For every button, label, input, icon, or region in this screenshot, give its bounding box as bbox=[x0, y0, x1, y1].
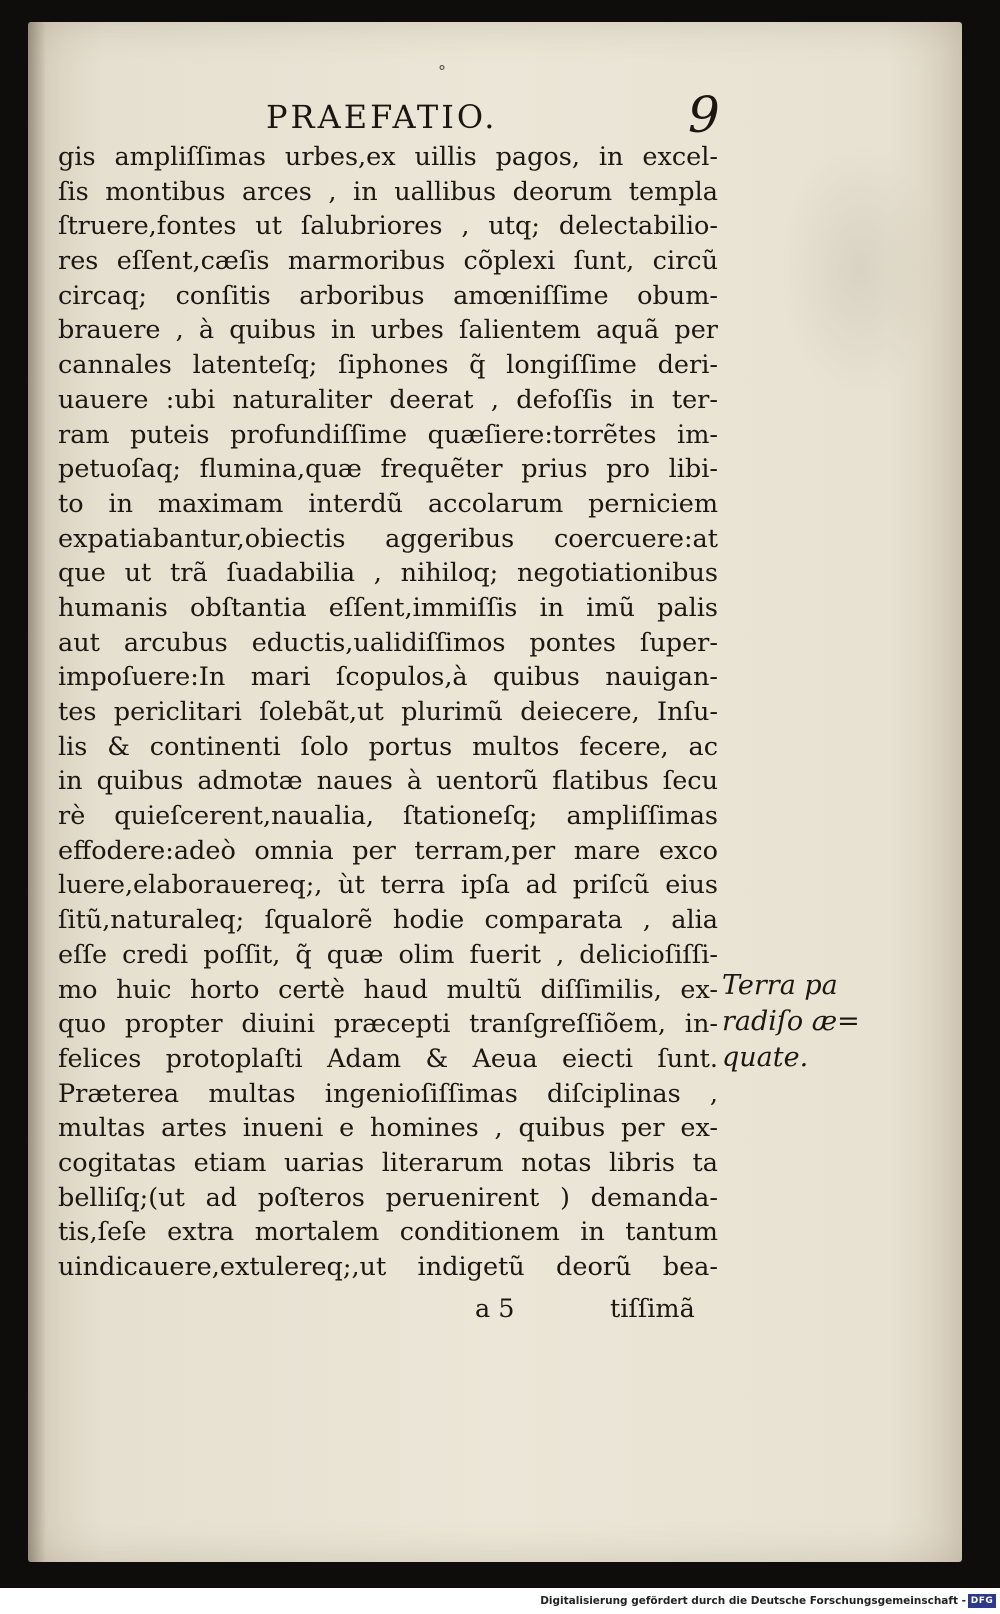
folio-number: 9 bbox=[688, 86, 720, 144]
text-line: ſitũ,naturaleq; ſqualorẽ hodie comparata , alia bbox=[58, 905, 718, 936]
marginal-note-line: Terra pa bbox=[722, 970, 838, 1001]
text-line: gis ampliſſimas urbes,ex uillis pagos, in excel- bbox=[58, 142, 718, 172]
text-line: Præterea multas ingenioſiſſimas diſciplinas , bbox=[58, 1078, 718, 1109]
page-ornament: ° bbox=[438, 62, 446, 81]
ink-bleed bbox=[780, 140, 940, 400]
text-line: cogitatas etiam uarias literarum notas libris ta bbox=[58, 1147, 718, 1178]
text-line: que ut trã ſuadabilia , nihiloq; negotiationibus bbox=[58, 558, 718, 589]
text-line: uauere :ubi naturaliter deerat , defoſſis in ter- bbox=[58, 384, 718, 415]
text-line: belliſq;(ut ad poſteros peruenirent ) demanda- bbox=[58, 1182, 718, 1213]
text-line: multas artes inueni e homines , quibus per ex- bbox=[58, 1113, 718, 1144]
text-line: tis,ſeſe extra mortalem conditionem in tantum bbox=[58, 1217, 718, 1248]
text-line: mo huic horto certè haud multũ diſſimilis, ex- bbox=[58, 974, 718, 1005]
text-line: lis & continenti ſolo portus multos fecere, ac bbox=[58, 731, 718, 762]
text-line: humanis obſtantia eſſent,immiſſis in imũ palis bbox=[58, 592, 718, 623]
text-line: uindicauere,extulereq;,ut indigetũ deorũ bea- bbox=[58, 1252, 718, 1282]
dfg-logo: DFG bbox=[968, 1594, 996, 1608]
text-line: cannales latenteſq; ſiphones q̃ longiſſime deri- bbox=[58, 350, 718, 381]
text-line: res eſſent,cæſis marmoribus cõplexi ſunt, circũ bbox=[58, 246, 718, 277]
text-line: ſis montibus arces , in uallibus deorum templa bbox=[58, 176, 718, 207]
text-line: in quibus admotæ naues à uentorũ flatibus ſecu bbox=[58, 766, 718, 797]
text-line: brauere , à quibus in urbes ſalientem aquã per bbox=[58, 315, 718, 346]
marginal-note-line: quate. bbox=[722, 1042, 809, 1073]
text-line: circaq; conſitis arboribus amœniſſime obum- bbox=[58, 280, 718, 311]
body-text bbox=[58, 140, 718, 1285]
marginal-note-line: radiſo æ= bbox=[722, 1006, 860, 1037]
text-line: expatiabantur,obiectis aggeribus coercuere:at bbox=[58, 523, 718, 554]
text-line: eſſe credi poſſit, q̃ quæ olim fuerit , delicioſiſſi- bbox=[58, 939, 718, 970]
marginal-note bbox=[722, 968, 872, 1076]
text-line: ram puteis profundiſſime quæſiere:torrẽtes im- bbox=[58, 419, 718, 450]
text-line: to in maximam interdũ accolarum perniciem bbox=[58, 488, 718, 519]
text-line: quo propter diuini præcepti tranſgreſſiõem, in- bbox=[58, 1009, 718, 1040]
text-line: ſtruere,fontes ut ſalubriores , utq; delectabilio- bbox=[58, 211, 718, 242]
running-head: PRAEFATIO. bbox=[266, 98, 498, 136]
catchword: tiſſimã bbox=[610, 1294, 695, 1324]
text-line: tes periclitari ſolebãt,ut plurimũ deiecere, Inſu- bbox=[58, 697, 718, 727]
digitization-credit: Digitalisierung gefördert durch die Deutsche Forschungsgemeinschaft - bbox=[540, 1595, 966, 1607]
text-line: aut arcubus eductis,ualidiſſimos pontes ſuper- bbox=[58, 627, 718, 658]
signature-mark: a 5 bbox=[475, 1294, 515, 1324]
text-line: effodere:adeò omnia per terram,per mare exco bbox=[58, 835, 718, 866]
text-line: impoſuere:In mari ſcopulos,à quibus nauigan- bbox=[58, 662, 718, 693]
text-line: rè quieſcerent,naualia, ſtationeſq; ampliſſimas bbox=[58, 801, 718, 832]
text-line: felices protoplaſti Adam & Aeua eiecti ſunt. bbox=[58, 1043, 718, 1074]
gutter-shadow bbox=[28, 22, 46, 1562]
text-line: petuoſaq; flumina,quæ frequẽter prius pro libi- bbox=[58, 454, 718, 485]
text-line: luere,elaborauereq;, ùt terra ipſa ad priſcũ eius bbox=[58, 870, 718, 901]
